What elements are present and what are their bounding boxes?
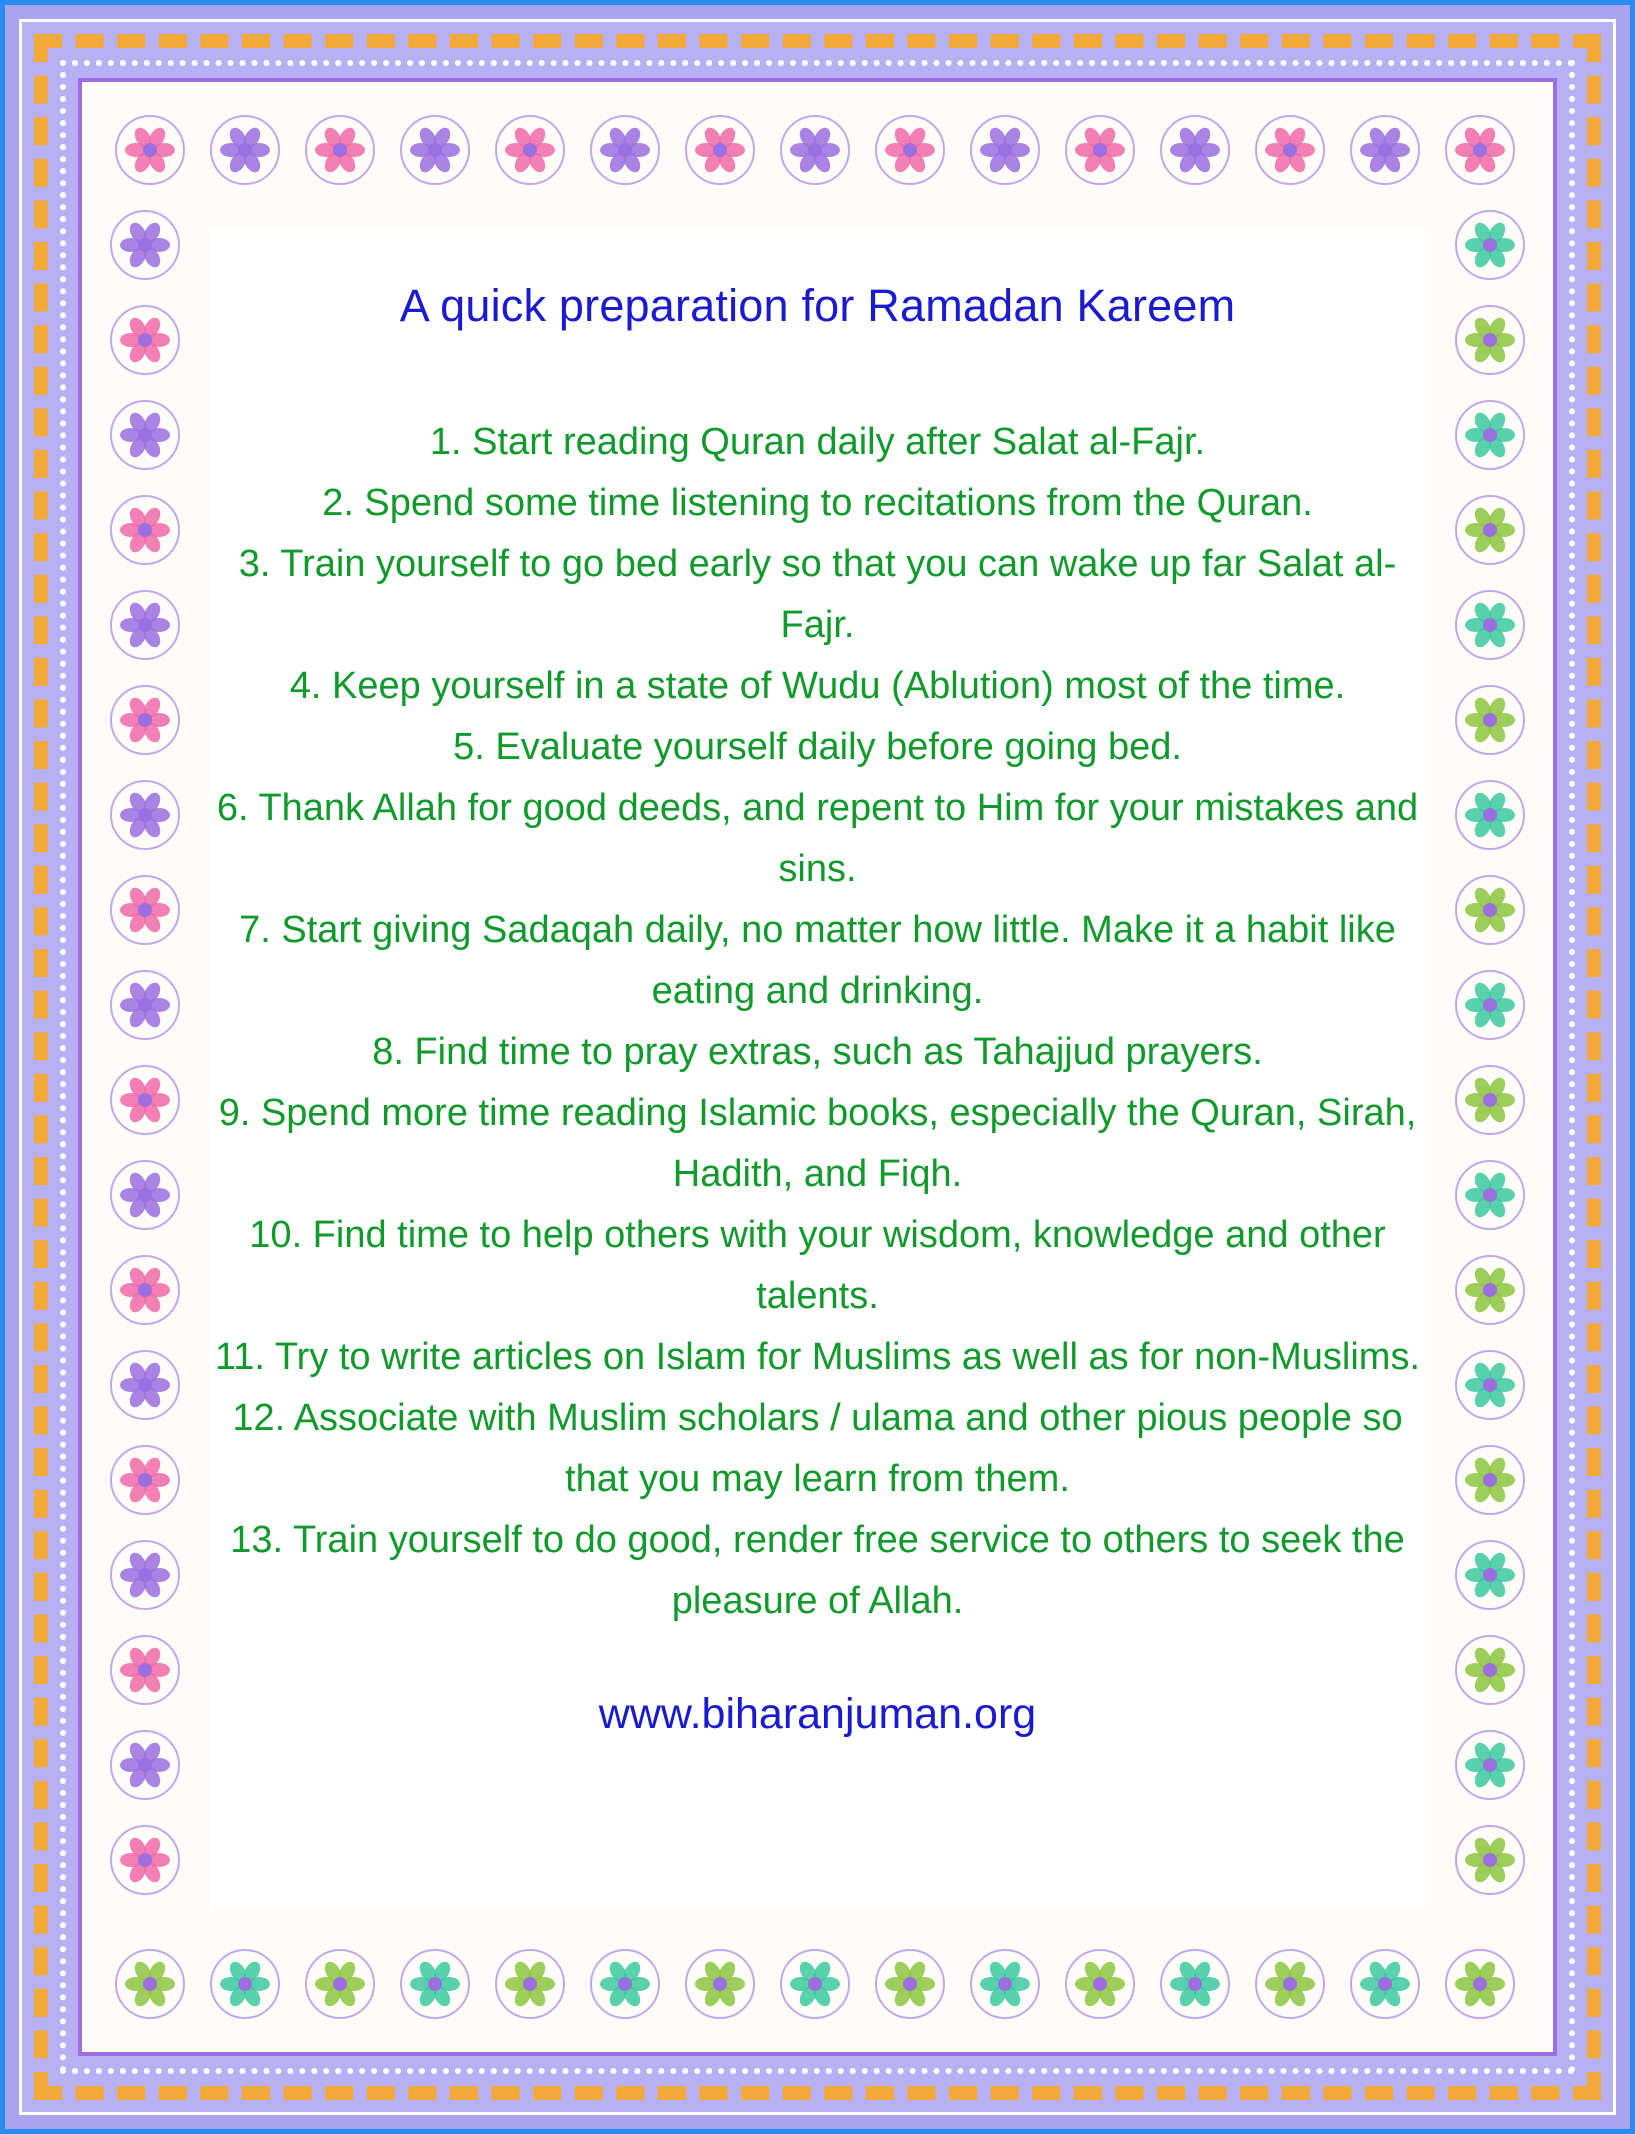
flower-ornament-icon [1456, 1161, 1524, 1229]
flower-ornament-icon [686, 1950, 754, 2018]
flower-ornament-icon [1456, 1066, 1524, 1134]
flower-ornament-icon [1456, 1636, 1524, 1704]
flower-ornament-icon [111, 686, 179, 754]
flower-ornament-icon [1456, 971, 1524, 1039]
flower-ornament-icon [971, 1950, 1039, 2018]
flower-ornament-icon [781, 1950, 849, 2018]
flower-ornament-icon [306, 116, 374, 184]
flower-ornament-icon [1456, 1351, 1524, 1419]
flower-ornament-icon [111, 1446, 179, 1514]
flower-ornament-icon [111, 591, 179, 659]
flower-ornament-icon [111, 1541, 179, 1609]
list-item: 8. Find time to pray extras, such as Tahajjud prayers. [372, 1031, 1263, 1073]
flower-ornament-icon [1456, 306, 1524, 374]
flower-ornament-icon [116, 116, 184, 184]
content-panel [210, 230, 1425, 1910]
flower-ornament-icon [111, 971, 179, 1039]
flower-ornament-icon [111, 1826, 179, 1894]
website-link[interactable]: www.biharanjuman.org [598, 1690, 1037, 1738]
list-item: 5. Evaluate yourself daily before going bed. [453, 726, 1182, 768]
flower-ornament-icon [111, 1351, 179, 1419]
flower-ornament-icon [781, 116, 849, 184]
flower-ornament-icon [876, 1950, 944, 2018]
flower-ornament-icon [1256, 116, 1324, 184]
flower-ornament-icon [111, 401, 179, 469]
flower-ornament-icon [401, 116, 469, 184]
flower-ornament-icon [1456, 686, 1524, 754]
flower-ornament-icon [111, 496, 179, 564]
list-item: 11. Try to write articles on Islam for Muslims as well as for non-Muslims. [214, 1336, 1421, 1378]
flower-ornament-icon [1161, 1950, 1229, 2018]
list-item: 2. Spend some time listening to recitations from the Quran. [322, 482, 1313, 524]
flower-ornament-icon [1446, 116, 1514, 184]
flower-ornament-icon [306, 1950, 374, 2018]
flower-ornament-icon [1066, 116, 1134, 184]
flower-ornament-icon [111, 1161, 179, 1229]
flower-ornament-icon [1456, 496, 1524, 564]
flower-ornament-icon [401, 1950, 469, 2018]
flower-ornament-icon [1456, 1826, 1524, 1894]
flower-ornament-icon [116, 1950, 184, 2018]
list-item: 6. Thank Allah for good deeds, and repent to Him for your mistakes and sins. [216, 787, 1419, 890]
list-item: 1. Start reading Quran daily after Salat al-Fajr. [429, 421, 1206, 463]
flower-ornament-icon [111, 306, 179, 374]
list-item: 4. Keep yourself in a state of Wudu (Ablution) most of the time. [289, 665, 1346, 707]
flower-ornament-icon [1456, 1256, 1524, 1324]
flower-ornament-icon [591, 1950, 659, 2018]
flower-ornament-icon [1456, 1731, 1524, 1799]
flower-ornament-icon [1446, 1950, 1514, 2018]
flower-ornament-icon [1456, 211, 1524, 279]
flower-ornament-icon [971, 116, 1039, 184]
flower-ornament-icon [1066, 1950, 1134, 2018]
flower-ornament-icon [1456, 876, 1524, 944]
flower-ornament-icon [111, 876, 179, 944]
flower-ornament-icon [1456, 401, 1524, 469]
flower-ornament-icon [1456, 1541, 1524, 1609]
list-item: 10. Find time to help others with your wisdom, knowledge and other talents. [249, 1214, 1386, 1317]
list-item: 9. Spend more time reading Islamic books, especially the Quran, Sirah, Hadith, and Fiqh. [218, 1092, 1417, 1195]
flower-ornament-icon [111, 1066, 179, 1134]
flower-ornament-icon [111, 1256, 179, 1324]
flower-ornament-icon [1456, 781, 1524, 849]
list-item: 12. Associate with Muslim scholars / ulama and other pious people so that you may learn from them. [232, 1397, 1403, 1500]
flower-ornament-icon [876, 116, 944, 184]
list-item: 7. Start giving Sadaqah daily, no matter how little. Make it a habit like eating and drinking. [239, 909, 1396, 1012]
flower-ornament-icon [111, 1636, 179, 1704]
flower-ornament-icon [686, 116, 754, 184]
flower-ornament-icon [1256, 1950, 1324, 2018]
flower-ornament-icon [1161, 116, 1229, 184]
flower-ornament-icon [1456, 591, 1524, 659]
flower-ornament-icon [211, 116, 279, 184]
flower-ornament-icon [1351, 116, 1419, 184]
flower-ornament-icon [591, 116, 659, 184]
flower-ornament-icon [496, 1950, 564, 2018]
flower-ornament-icon [111, 211, 179, 279]
flower-ornament-icon [111, 781, 179, 849]
list-item: 13. Train yourself to do good, render free service to others to seek the pleasure of Allah. [230, 1519, 1405, 1622]
list-item: 3. Train yourself to go bed early so that you can wake up far Salat al-Fajr. [238, 543, 1397, 646]
flower-ornament-icon [1351, 1950, 1419, 2018]
page-title: A quick preparation for Ramadan Kareem [399, 280, 1236, 331]
flower-ornament-icon [1456, 1446, 1524, 1514]
preparation-list [210, 412, 1425, 1632]
flower-ornament-icon [111, 1731, 179, 1799]
flower-ornament-icon [211, 1950, 279, 2018]
flower-ornament-icon [496, 116, 564, 184]
